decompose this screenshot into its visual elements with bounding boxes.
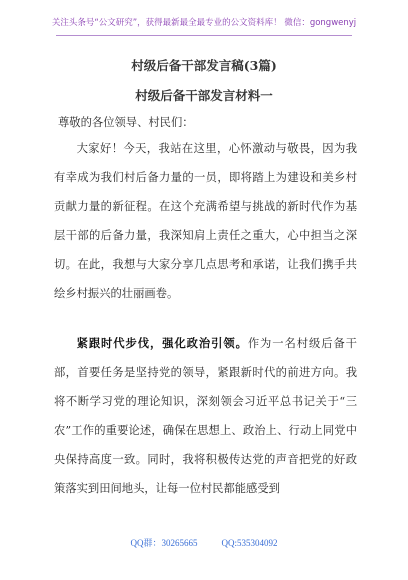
greeting-line: 尊敬的各位领导、村民们： <box>58 116 194 129</box>
paragraph-2 <box>54 329 357 503</box>
qq-group-text: QQ群：30265665 <box>130 538 198 548</box>
header-banner: 关注头条号“公文研究”，获得最新最全最专业的公文资料库！ 微信：gongwenyj <box>51 18 357 28</box>
paragraph-2-lead: 紧跟时代步伐，强化政治引领。 <box>76 336 248 350</box>
paragraph-1: 大家好！今天，我站在这里，心怀激动与敬畏，因为我有幸成为我们村后备力量的一员，即将踏上为建设和美乡村贡献力量的新征程。在这个充满希望与挑战的新时代作为基层干部的后备力量，我深知肩上责任之重大，心中担当之深切。在此，我想与大家分享几点思考和承诺，让我们携手共绘乡村振兴的壮丽画卷。 <box>54 142 357 300</box>
footer-contact <box>0 536 408 549</box>
document-title: 村级后备干部发言稿(3篇) <box>131 58 277 73</box>
qq-contact-text: QQ:535304092 <box>221 538 278 548</box>
header-divider <box>56 35 352 36</box>
document-subtitle: 村级后备干部发言材料一 <box>135 88 273 103</box>
paragraph-2-body: 作为一名村级后备干部，首要任务是坚持党的领导，紧跟新时代的前进方向。我将不断学习党的理论知识，深刻领会习近平总书记关于“三农”工作的重要论述，确保在思想上、政治上、行动上同党中央保持高度一致。同时，我将积极传达党的声音把党的好政策落实到田间地头，让每一位村民都能感受到 <box>54 337 357 495</box>
